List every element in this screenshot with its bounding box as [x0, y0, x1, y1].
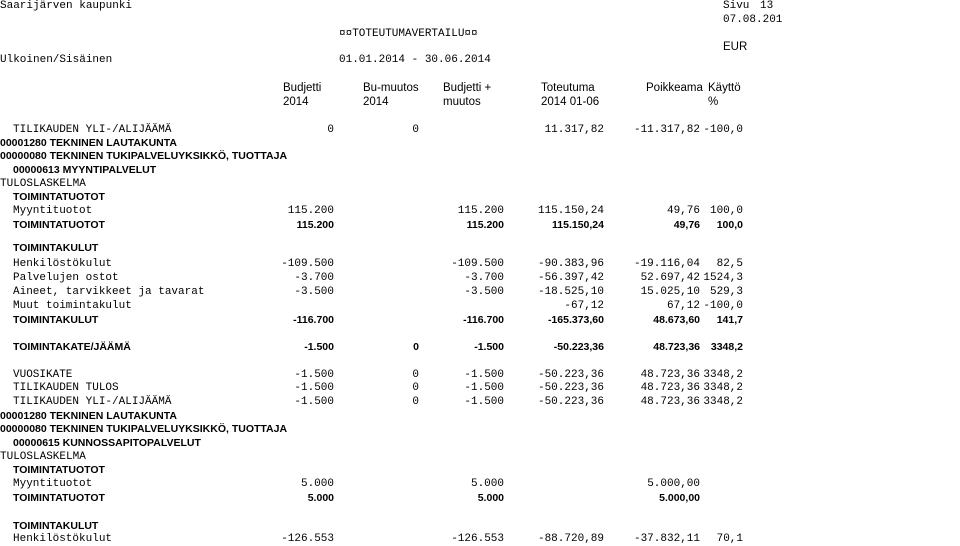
- cell-bm: 115.200: [457, 205, 504, 217]
- row-label: Myyntituotot: [13, 205, 93, 217]
- cell-bm: -3.500: [464, 286, 504, 298]
- col-change-year: 2014: [363, 96, 389, 108]
- cell-mut: 0: [412, 382, 419, 394]
- org-name: Saarijärven kaupunki: [0, 0, 133, 12]
- report-period: 01.01.2014 - 30.06.2014: [339, 54, 491, 66]
- cell-poik: -11.317,82: [633, 124, 700, 136]
- cell-bud: 115.200: [296, 219, 334, 231]
- col-change-header: Bu-muutos: [363, 82, 419, 94]
- cell-kay: 141,7: [716, 314, 743, 326]
- cell-bm: -109.500: [451, 258, 504, 270]
- cell-bm: -1.500: [464, 396, 504, 408]
- cell-tot: 115.150,24: [537, 205, 604, 217]
- cell-tot: -18.525,10: [537, 286, 604, 298]
- cell-bud: -126.553: [281, 533, 334, 545]
- cell-bud: -109.500: [281, 258, 334, 270]
- cell-poik: 5.000,00: [647, 478, 700, 490]
- cell-tot: -50.223,36: [537, 382, 604, 394]
- cell-bm: -3.700: [464, 272, 504, 284]
- cell-poik: 67,12: [666, 300, 700, 312]
- col-actual-header: Toteutuma: [541, 82, 595, 94]
- col-budget-plus-sub: muutos: [443, 96, 481, 108]
- cell-tot: -50.223,36: [553, 341, 604, 353]
- report-scope: Ulkoinen/Sisäinen: [0, 54, 113, 66]
- cell-tot: -56.397,42: [537, 272, 604, 284]
- cell-bm: -116.700: [463, 314, 504, 326]
- row-label: Muut toimintakulut: [13, 300, 132, 312]
- cell-bm: -126.553: [451, 533, 504, 545]
- cell-bud: -116.700: [293, 314, 334, 326]
- row-label: TOIMINTATUOTOT: [13, 191, 105, 203]
- cell-tot: -90.383,96: [537, 258, 604, 270]
- row-label: 00000080 TEKNINEN TUKIPALVELUYKSIKKÖ, TUOTTAJA: [0, 423, 288, 435]
- col-actual-period: 2014 01-06: [541, 96, 600, 108]
- cell-kay: -100,0: [703, 124, 743, 136]
- row-label: TOIMINTATUOTOT: [13, 464, 105, 476]
- row-label: 00000080 TEKNINEN TUKIPALVELUYKSIKKÖ, TUOTTAJA: [0, 150, 288, 162]
- cell-tot: -50.223,36: [537, 396, 604, 408]
- row-label: TULOSLASKELMA: [0, 451, 86, 463]
- cell-poik: 48.673,60: [653, 314, 700, 326]
- cell-bud: -3.500: [294, 286, 334, 298]
- cell-tot: 115.150,24: [552, 219, 604, 231]
- cell-bm: 5.000: [477, 492, 504, 504]
- cell-bm: -1.500: [464, 382, 504, 394]
- row-label: Henkilöstökulut: [13, 258, 113, 270]
- row-label: TILIKAUDEN TULOS: [13, 382, 119, 394]
- cell-poik: 52.697,42: [640, 272, 700, 284]
- report-date: 07.08.201: [723, 14, 783, 26]
- cell-bud: -1.500: [294, 369, 334, 381]
- cell-kay: 82,5: [716, 258, 743, 270]
- cell-poik: 5.000,00: [659, 492, 700, 504]
- cell-poik: -37.832,11: [633, 533, 700, 545]
- cell-bud: 115.200: [287, 205, 334, 217]
- row-label: Aineet, tarvikkeet ja tavarat: [13, 286, 205, 298]
- col-budget-plus-header: Budjetti +: [443, 82, 492, 94]
- row-label: 00001280 TEKNINEN LAUTAKUNTA: [0, 410, 177, 422]
- col-usage-unit: %: [708, 96, 719, 108]
- cell-mut: 0: [412, 124, 419, 136]
- cell-poik: 48.723,36: [640, 396, 700, 408]
- cell-tot: -67,12: [564, 300, 604, 312]
- cell-bud: -1.500: [304, 341, 334, 353]
- page-label: Sivu: [723, 0, 750, 12]
- cell-poik: 48.723,36: [640, 369, 700, 381]
- cell-bud: 0: [327, 124, 334, 136]
- currency: EUR: [723, 41, 748, 53]
- cell-bm: 5.000: [470, 478, 504, 490]
- cell-poik: 49,76: [673, 219, 700, 231]
- cell-kay: 100,0: [716, 219, 743, 231]
- row-label: TULOSLASKELMA: [0, 178, 86, 190]
- cell-poik: -19.116,04: [633, 258, 700, 270]
- cell-poik: 48.723,36: [653, 341, 700, 353]
- row-label: Henkilöstökulut: [13, 533, 113, 545]
- row-label: TILIKAUDEN YLI-/ALIJÄÄMÄ: [13, 124, 172, 136]
- col-variance-header: Poikkeama: [646, 82, 703, 94]
- row-label: TOIMINTAKULUT: [13, 314, 99, 326]
- cell-tot: -165.373,60: [547, 314, 604, 326]
- cell-kay: -100,0: [703, 300, 743, 312]
- cell-poik: 49,76: [666, 205, 700, 217]
- row-label: Myyntituotot: [13, 478, 93, 490]
- row-label: TOIMINTAKULUT: [13, 520, 99, 532]
- cell-tot: -88.720,89: [537, 533, 604, 545]
- cell-kay: 1524,3: [703, 272, 743, 284]
- cell-mut: 0: [413, 341, 419, 353]
- row-label: TILIKAUDEN YLI-/ALIJÄÄMÄ: [13, 396, 172, 408]
- cell-poik: 48.723,36: [640, 382, 700, 394]
- page-number: 13: [760, 0, 774, 12]
- cell-kay: 3348,2: [703, 396, 743, 408]
- col-usage-header: Käyttö: [708, 82, 741, 94]
- cell-kay: 3348,2: [703, 382, 743, 394]
- row-label: TOIMINTAKULUT: [13, 242, 99, 254]
- row-label: TOIMINTATUOTOT: [13, 492, 105, 504]
- cell-bud: -1.500: [294, 396, 334, 408]
- cell-bm: 115.200: [466, 219, 504, 231]
- row-label: 00000615 KUNNOSSAPITOPALVELUT: [13, 437, 201, 449]
- cell-kay: 529,3: [709, 286, 743, 298]
- col-budget-year: 2014: [283, 96, 309, 108]
- cell-kay: 70,1: [716, 533, 743, 545]
- cell-mut: 0: [412, 369, 419, 381]
- cell-mut: 0: [412, 396, 419, 408]
- cell-poik: 15.025,10: [640, 286, 700, 298]
- cell-kay: 100,0: [709, 205, 743, 217]
- row-label: 00000613 MYYNTIPALVELUT: [13, 164, 157, 176]
- cell-kay: 3348,2: [703, 369, 743, 381]
- cell-kay: 3348,2: [710, 341, 743, 353]
- row-label: Palvelujen ostot: [13, 272, 119, 284]
- cell-bm: -1.500: [464, 369, 504, 381]
- report-title: ¤¤TOTEUTUMAVERTAILU¤¤: [339, 28, 478, 40]
- cell-bud: -3.700: [294, 272, 334, 284]
- row-label: TOIMINTATUOTOT: [13, 219, 105, 231]
- cell-bud: 5.000: [300, 478, 334, 490]
- cell-bud: -1.500: [294, 382, 334, 394]
- row-label: TOIMINTAKATE/JÄÄMÄ: [13, 341, 131, 353]
- cell-bm: -1.500: [474, 341, 504, 353]
- row-label: 00001280 TEKNINEN LAUTAKUNTA: [0, 137, 177, 149]
- row-label: VUOSIKATE: [13, 369, 73, 381]
- cell-tot: 11.317,82: [544, 124, 604, 136]
- col-budget-header: Budjetti: [283, 82, 322, 94]
- cell-tot: -50.223,36: [537, 369, 604, 381]
- cell-bud: 5.000: [307, 492, 334, 504]
